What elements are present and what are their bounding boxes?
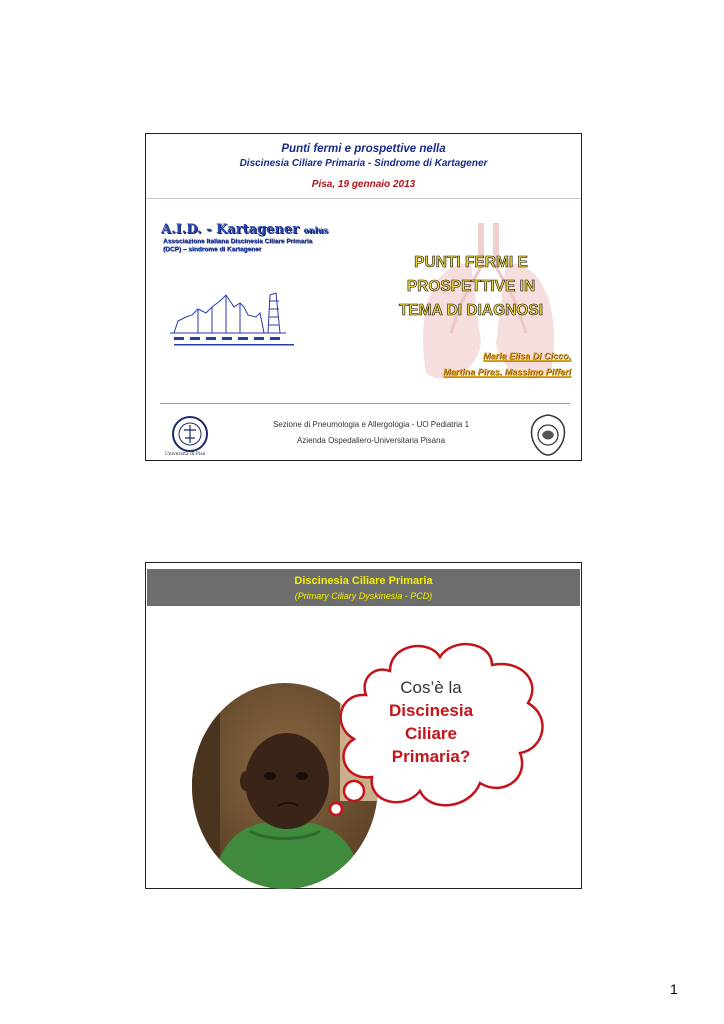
slide-1-header — [146, 134, 581, 199]
hospital-seal-icon — [528, 413, 568, 457]
bubble-line-3: Ciliare — [405, 724, 457, 743]
slide-2-subtitle: (Primary Ciliary Dyskinesia - PCD) — [294, 591, 433, 601]
university-caption: Università di Pisa — [165, 452, 206, 457]
main-title-line-3: TEMA DI DIAGNOSI — [398, 302, 544, 319]
slide-1-date: Pisa, 19 gennaio 2013 — [311, 179, 416, 190]
aid-logo-line-2: (DCP) – sindrome di Kartagener — [163, 246, 262, 253]
slide-1 — [145, 133, 582, 461]
slide-1-title: Punti fermi e prospettive nella — [281, 143, 446, 155]
aid-logo-title — [161, 222, 328, 237]
aid-logo-onlus: onlus — [303, 225, 328, 235]
aid-logo-line-1: Associazione Italiana Discinesia Ciliare Primaria — [163, 238, 313, 245]
bubble-line-4: Primaria? — [391, 747, 471, 766]
slide-1-subtitle: Discinesia Ciliare Primaria - Sindrome di Kartagener — [239, 158, 488, 169]
bubble-line-1: Cos’è la — [400, 678, 462, 697]
aid-logo-name: A.I.D. - Kartagener — [161, 222, 299, 237]
footer-divider — [160, 403, 570, 404]
main-title-line-1: PUNTI FERMI E — [414, 254, 528, 271]
slide-2-header — [147, 569, 580, 606]
page-number: 1 — [670, 981, 678, 997]
authors-line-1: Maria Elisa Di Cicco, — [482, 351, 571, 361]
footer-hospital: Azienda Ospedaliero-Universitaria Pisana — [296, 436, 446, 445]
authors-line-2: Martina Piras, Massimo Pifferi — [443, 367, 571, 377]
footer-department: Sezione di Pneumologia e Allergologia - UO Pediatria 1 — [272, 420, 470, 429]
pisa-monuments-drawing — [168, 287, 304, 351]
slide-2 — [145, 562, 582, 889]
main-title-line-2: PROSPETTIVE IN — [406, 278, 536, 295]
bubble-line-2: Discinesia — [388, 701, 474, 720]
slide-2-title: Discinesia Ciliare Primaria — [294, 575, 433, 587]
